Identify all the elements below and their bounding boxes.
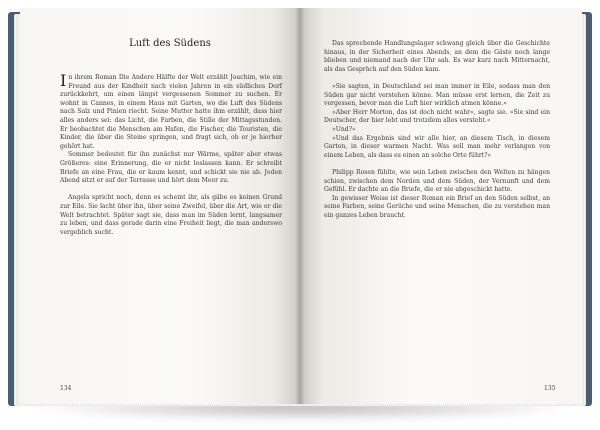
left-paragraph-1: In ihrem Roman Die Andere Hälfte der Welt erzählt Joachim, wie ein Freund aus der Kindheit nach vielen Jahren in ein südliches Dorf zurückkehrt, um einen längst vergessenen Sommer zu suchen. Er wohnt in Cannes, in einem Haus mit Garten, wo die Luft des Südens nach Salz und Pinien riecht. Seine Mutter hatte ihm erzählt, dass hier alles anders sei: das Licht, die Farben, die Stille der Mittagsstunden. Er beobachtet die Menschen am Hafen, die Fischer, die Touristen, die Kinder, die über die Steine springen, und fragt sich, ob er je hierher gehört hat.: [60, 71, 282, 150]
right-page-number: 135: [544, 385, 556, 392]
left-paragraph-2: Sommer bedeutet für ihn zunächst nur Wärme, später aber etwas Größeres: eine Erinnerung, die er nicht loslassen kann. Er schreibt Briefe an eine Frau, die er kaum kennt, und schickt sie nie ab. Jeden Abend sitzt er auf der Terrasse und hört dem Meer zu.: [60, 151, 282, 185]
right-paragraph-5: »Und das Ergebnis sind wir alle hier, an diesem Tisch, in diesem Garten, in dieser warmen Nacht. Was soll man mehr verlangen von einem Leben, als dass es einen an solche Orte führt?«: [324, 134, 550, 159]
drop-cap: I: [60, 71, 67, 90]
right-paragraph-6: Philipp Rosen fühlte, wie sein Leben zwischen den Welten zu hängen schien, zwischen dem Norden und dem Süden, der Vernunft und dem Gefühl. Er dachte an die Briefe, die er nie abgeschickt hatte.: [324, 168, 550, 194]
left-paragraph-3: Angela spricht noch, denn es scheint ihr, als gäbe es keinen Grund zur Eile. Sie lacht über ihn, über seine Zweifel, über die Art, wie er die Welt betrachtet. Später sagt sie, dass man im Süden lernt, langsamer zu leben, und dass gerade darin eine Freiheit liegt, die man anderswo vergeblich sucht.: [60, 194, 282, 236]
right-paragraph-2: »Sie sagten, in Deutschland sei man immer in Eile, sodass man den Süden gar nicht verstehen könne. Man müsse erst lernen, die Zeit zu vergessen, bevor man die Luft hier wirklich atmen könne.«: [324, 82, 550, 108]
right-paragraph-4: »Und?«: [332, 125, 356, 133]
right-page: [300, 8, 582, 404]
right-paragraph-1: Das sprechende Handlungslager schwang gleich über die Geschichte hinaus, in der Sicherheit eines Abends, an dem die Gäste noch lange blieben und niemand nach der Uhr sah. Es war kurz nach Mitternacht, als das Gespräch auf den Süden kam.: [324, 40, 550, 73]
right-paragraph-3: »Aber Herr Morton, das ist doch nicht wahr«, sagte sie. »Sie sind ein Deutscher, der hier lebt und trotzdem alles versteht.«: [324, 108, 550, 125]
chapter-title: Luft des Südens: [129, 38, 211, 49]
right-page-text: [324, 40, 550, 382]
left-page: [20, 8, 302, 404]
left-page-text: [60, 71, 282, 374]
left-page-number: 134: [60, 385, 72, 392]
book-gutter: [295, 8, 305, 404]
right-paragraph-7: In gewisser Weise ist dieser Roman ein Brief an den Süden selbst, an seine Farben, seine Gerüche und seine Menschen, die zu verstehen man ein ganzes Leben braucht.: [324, 194, 550, 219]
